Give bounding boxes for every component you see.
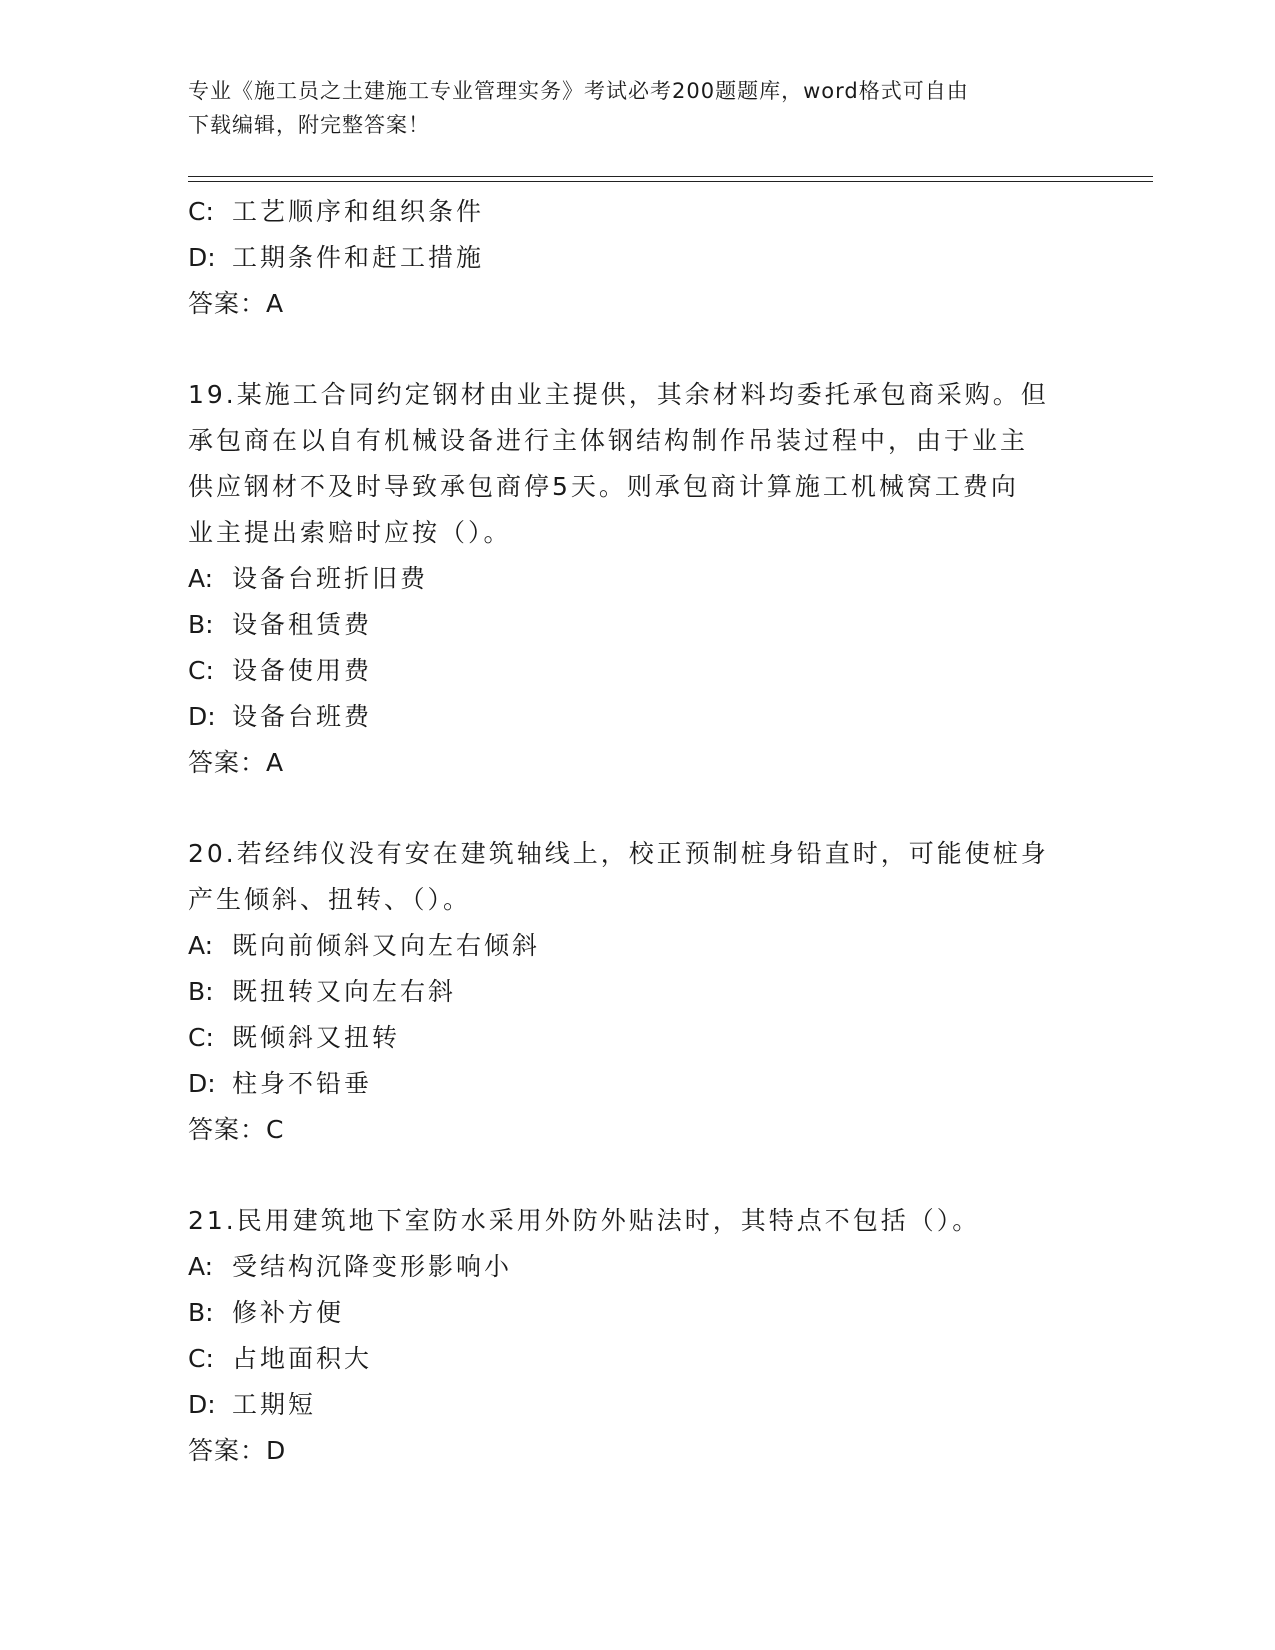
question-line: 20.若经纬仪没有安在建筑轴线上，校正预制桩身铅直时，可能使桩身 [188, 839, 1049, 868]
answer-line: 答案：D [188, 1436, 287, 1465]
option-letter: B: [188, 977, 214, 1006]
option-b [188, 602, 1088, 648]
option-letter: C: [188, 197, 214, 226]
option-text: 既向前倾斜又向左右倾斜 [232, 931, 541, 960]
option-letter: A: [188, 564, 214, 593]
answer-line: 答案：C [188, 1115, 285, 1144]
option-text: 设备租赁费 [232, 610, 373, 639]
question-line: 产生倾斜、扭转、（）。 [188, 885, 472, 914]
previous-question-tail [188, 189, 1088, 327]
option-c [188, 1015, 1088, 1061]
answer-line: 答案：A [188, 289, 285, 318]
question-text [188, 831, 1088, 923]
option-d [188, 235, 1088, 281]
option-letter: A: [188, 931, 214, 960]
option-b [188, 1290, 1088, 1336]
option-a [188, 556, 1088, 602]
option-b [188, 969, 1088, 1015]
option-text: 工期条件和赶工措施 [232, 243, 485, 272]
option-letter: B: [188, 610, 214, 639]
question-line: 21.民用建筑地下室防水采用外防外贴法时，其特点不包括（）。 [188, 1206, 981, 1235]
question-line: 业主提出索赔时应按（）。 [188, 518, 512, 547]
question-line: 19.某施工合同约定钢材由业主提供，其余材料均委托承包商采购。但 [188, 380, 1049, 409]
header-line-2: 下载编辑，附完整答案！ [188, 113, 430, 137]
option-letter: C: [188, 1344, 214, 1373]
question-line: 承包商在以自有机械设备进行主体钢结构制作吊装过程中，由于业主 [188, 426, 1029, 455]
option-d [188, 1382, 1088, 1428]
option-text: 工艺顺序和组织条件 [232, 197, 485, 226]
question-21 [188, 1198, 1088, 1474]
question-20 [188, 831, 1088, 1153]
option-letter: D: [188, 243, 216, 272]
option-text: 既倾斜又扭转 [232, 1023, 401, 1052]
option-c [188, 648, 1088, 694]
question-19 [188, 372, 1088, 786]
option-a [188, 1244, 1088, 1290]
option-text: 修补方便 [232, 1298, 345, 1327]
question-text [188, 1198, 1088, 1244]
option-text: 设备台班折旧费 [232, 564, 429, 593]
option-c [188, 1336, 1088, 1382]
header-line-1: 专业《施工员之土建施工专业管理实务》考试必考200题题库，word格式可自由 [188, 79, 969, 103]
option-text: 设备使用费 [232, 656, 373, 685]
option-letter: D: [188, 1390, 216, 1419]
option-letter: C: [188, 656, 214, 685]
answer-line: 答案：A [188, 748, 285, 777]
option-letter: D: [188, 1069, 216, 1098]
option-text: 设备台班费 [232, 702, 373, 731]
option-letter: C: [188, 1023, 214, 1052]
question-line: 供应钢材不及时导致承包商停5天。则承包商计算施工机械窝工费向 [188, 472, 1019, 501]
option-text: 工期短 [232, 1390, 317, 1419]
header-divider-bottom [188, 181, 1153, 182]
option-d [188, 1061, 1088, 1107]
option-d [188, 694, 1088, 740]
option-a [188, 923, 1088, 969]
option-letter: B: [188, 1298, 214, 1327]
option-text: 既扭转又向左右斜 [232, 977, 457, 1006]
question-text [188, 372, 1088, 556]
option-text: 受结构沉降变形影响小 [232, 1252, 513, 1281]
option-text: 柱身不铅垂 [232, 1069, 373, 1098]
document-header [188, 74, 1068, 142]
question-content [188, 189, 1088, 1474]
option-c [188, 189, 1088, 235]
option-letter: A: [188, 1252, 214, 1281]
header-divider-top [188, 176, 1153, 177]
option-letter: D: [188, 702, 216, 731]
option-text: 占地面积大 [232, 1344, 373, 1373]
